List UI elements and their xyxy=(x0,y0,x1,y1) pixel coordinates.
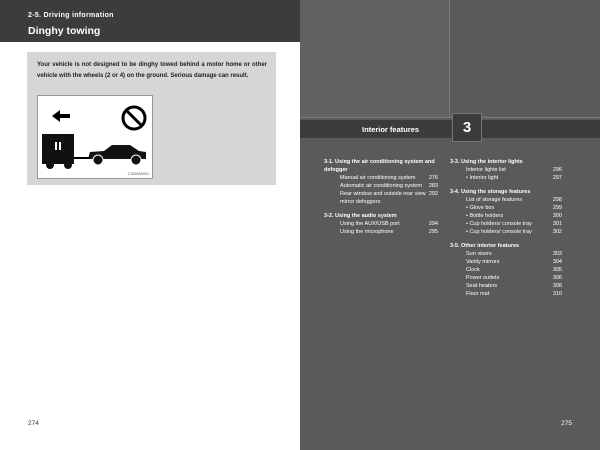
toc-entry-label: Vanity mirrors xyxy=(466,259,500,265)
dinghy-towing-illustration xyxy=(37,95,153,179)
chapter-title: Interior features xyxy=(362,125,420,134)
page-number-right: 275 xyxy=(561,420,572,427)
toc-entry-label: Manual air conditioning system xyxy=(340,175,416,181)
towing-diagram xyxy=(38,96,152,178)
toc-entry-page: 308 xyxy=(552,283,562,289)
toc-entry-page: 292 xyxy=(428,191,438,197)
chapter-number-tab xyxy=(452,113,482,142)
toc-entry-page: 295 xyxy=(428,229,438,235)
toc-entry[interactable] xyxy=(450,166,562,174)
toc-entry[interactable] xyxy=(324,228,438,236)
toc-entry-label: Floor mat xyxy=(466,291,490,297)
toc-entry[interactable] xyxy=(450,212,562,220)
toc-entry-label: Interior lights list xyxy=(466,167,506,173)
toc-section-heading: 3-1. Using the air conditioning system and defogger xyxy=(324,159,435,173)
toc-entry[interactable] xyxy=(450,282,562,290)
page-number-left: 274 xyxy=(28,420,39,427)
toc-entry-label: Rear window and outside rear view mirror defoggers xyxy=(340,191,426,205)
toc-entry[interactable] xyxy=(324,174,438,182)
toc-entry-page: 305 xyxy=(552,267,562,273)
toc-entry[interactable] xyxy=(450,204,562,212)
toc-entry[interactable] xyxy=(450,274,562,282)
chapter-strip xyxy=(300,120,600,138)
toc-entry-label: Automatic air conditioning system xyxy=(340,183,422,189)
toc-entry-label: Using the AUX/USB port xyxy=(340,221,400,227)
warning-box xyxy=(27,52,276,185)
toc-entry[interactable] xyxy=(450,228,562,236)
toc-entry-label: Using the microphone xyxy=(340,229,394,235)
toc-entry[interactable] xyxy=(450,220,562,228)
toc-section-heading: 3-3. Using the interior lights xyxy=(450,159,523,165)
toc-entry-label: Clock xyxy=(466,267,480,273)
toc-entry-page: 303 xyxy=(552,251,562,257)
toc-entry-page: 306 xyxy=(552,275,562,281)
toc-column-1 xyxy=(324,158,438,236)
toc-entry[interactable] xyxy=(450,258,562,266)
toc-entry-label: • Cup holders/ console tray xyxy=(466,229,532,235)
toc-entry-label: Sun visors xyxy=(466,251,492,257)
right-page xyxy=(300,0,600,450)
toc-section-heading: 3-5. Other interior features xyxy=(450,243,520,249)
tab-area xyxy=(300,0,450,117)
toc-entry-page: 294 xyxy=(428,221,438,227)
illustration-code: CTA35AN001 xyxy=(127,172,149,176)
toc-entry[interactable] xyxy=(450,174,562,182)
toc-entry-page: 276 xyxy=(428,175,438,181)
toc-entry-label: • Cup holders/ console tray xyxy=(466,221,532,227)
toc-entry-label: • Interior light xyxy=(466,175,499,181)
toc-section-heading: 3-4. Using the storage features xyxy=(450,189,531,195)
toc-entry-label: List of storage features xyxy=(466,197,522,203)
towed-car-shape xyxy=(88,145,146,165)
toc-entry-label: • Bottle holders xyxy=(466,213,504,219)
toc-entry-page: 304 xyxy=(552,259,562,265)
toc-entry-label: Seat heaters xyxy=(466,283,498,289)
toc-entry-page: 299 xyxy=(552,205,562,211)
divider-vertical xyxy=(449,0,450,117)
toc-entry[interactable] xyxy=(324,182,438,190)
toc-entry-page: 301 xyxy=(552,221,562,227)
toc-entry[interactable] xyxy=(450,266,562,274)
toc-entry[interactable] xyxy=(324,190,438,206)
toc-entry[interactable] xyxy=(450,196,562,204)
toc-entry-page: 310 xyxy=(552,291,562,297)
motor-home-shape xyxy=(42,134,74,169)
toc-entry[interactable] xyxy=(324,220,438,228)
toc-entry-label: • Glove box xyxy=(466,205,495,211)
toc-column-2 xyxy=(450,158,562,298)
warning-text: Your vehicle is not designed to be dinghy towed behind a motor home or other vehicle with the wheels (2 or 4) on the ground. Serious damage can result. xyxy=(37,62,267,79)
prohibition-icon xyxy=(123,107,145,129)
direction-arrow-icon xyxy=(52,110,70,122)
divider-horizontal xyxy=(300,117,600,118)
toc-entry-page: 297 xyxy=(552,175,562,181)
toc-entry-page: 300 xyxy=(552,213,562,219)
section-header xyxy=(0,0,300,42)
toc-entry-page: 298 xyxy=(552,197,562,203)
section-title: Dinghy towing xyxy=(28,25,101,37)
toc-entry-label: Power outlets xyxy=(466,275,500,281)
toc-entry[interactable] xyxy=(450,290,562,298)
chapter-number: 3 xyxy=(462,119,472,136)
toc-entry-page: 283 xyxy=(428,183,438,189)
section-label: 2-5. Driving information xyxy=(28,12,114,19)
toc-section-heading: 3-2. Using the audio system xyxy=(324,213,397,219)
toc-entry-page: 296 xyxy=(552,167,562,173)
toc-entry-page: 302 xyxy=(552,229,562,235)
toc-entry[interactable] xyxy=(450,250,562,258)
